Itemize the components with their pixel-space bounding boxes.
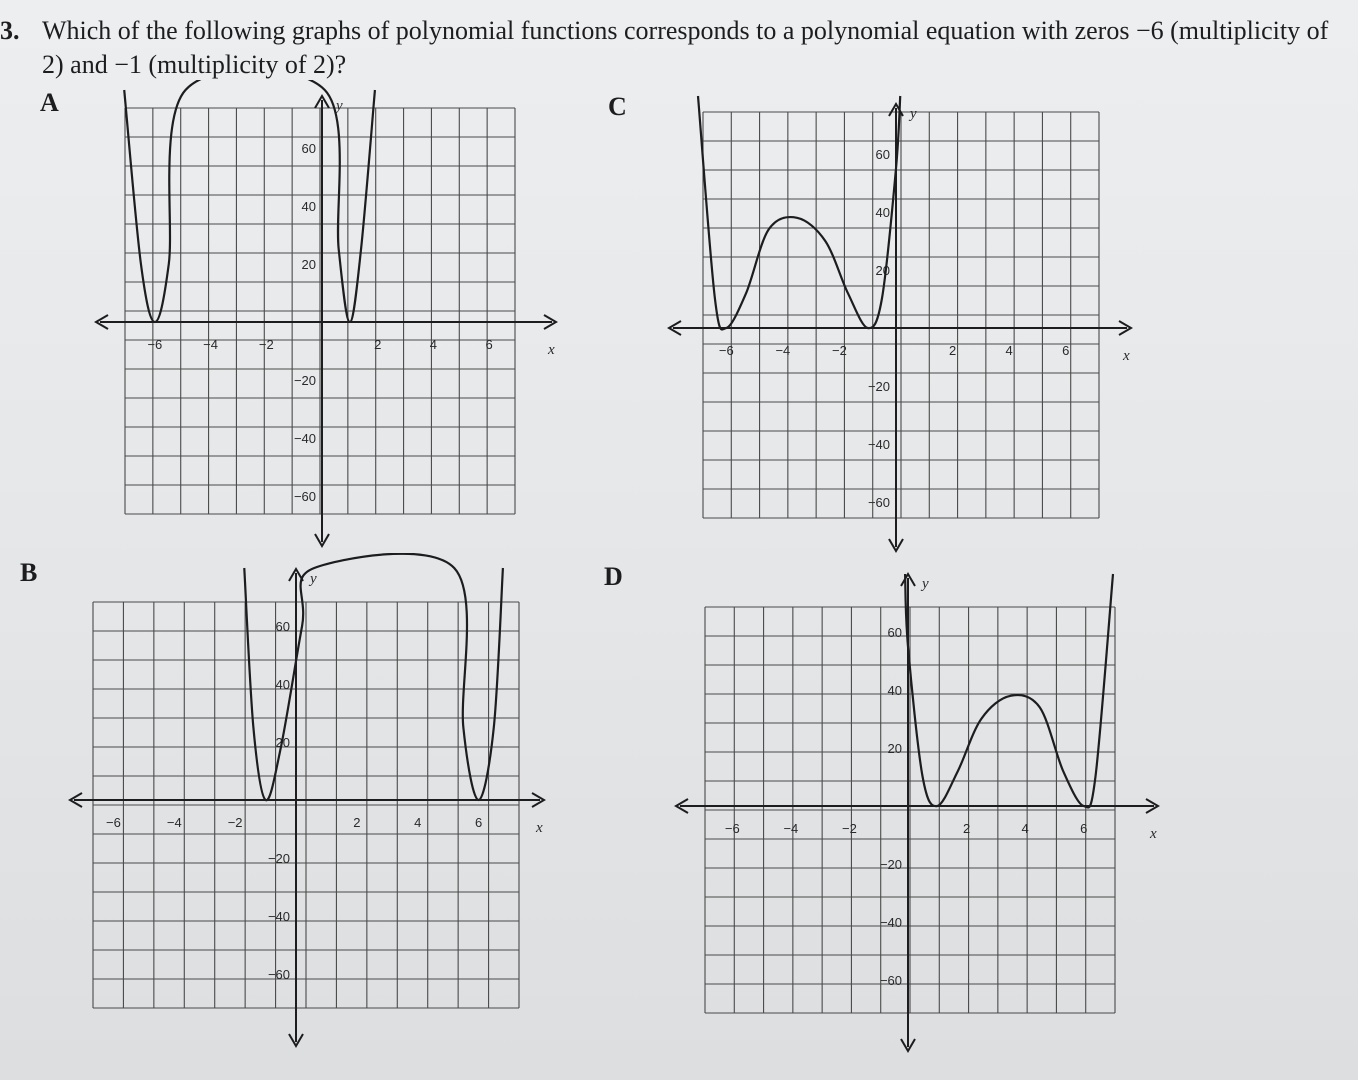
- y-tick-label: −20: [293, 373, 316, 388]
- y-tick-label: −40: [293, 431, 316, 446]
- x-tick-label: −2: [227, 815, 243, 830]
- x-tick-label: −4: [783, 821, 799, 836]
- y-tick-label: −20: [879, 857, 902, 872]
- x-tick-label: 6: [474, 815, 483, 830]
- y-axis-label: y: [922, 576, 929, 592]
- question-number: 3.: [0, 16, 20, 45]
- x-tick-label: −2: [842, 821, 857, 836]
- y-tick-label: 20: [301, 257, 316, 272]
- x-tick-label: 2: [948, 343, 957, 358]
- x-tick-label: −6: [147, 337, 163, 352]
- y-tick-label: −60: [293, 489, 316, 504]
- x-tick-label: −6: [724, 821, 740, 836]
- y-tick-label: 40: [301, 199, 316, 214]
- x-axis-label: x: [1150, 826, 1157, 842]
- y-tick-label: 40: [875, 205, 890, 220]
- choice-label-a[interactable]: A: [40, 88, 59, 117]
- y-tick-label: −20: [867, 379, 890, 394]
- y-tick-label: 40: [887, 683, 902, 698]
- x-tick-label: 2: [374, 337, 382, 352]
- x-tick-label: −6: [718, 343, 734, 358]
- x-tick-label: 4: [414, 815, 422, 830]
- y-tick-label: −40: [867, 437, 890, 452]
- question-text: Which of the following graphs of polynomial functions corresponds to a polynomial equation with zeros −6 (multiplicity of 2) and −1 (multiplicity of 2)?: [42, 16, 1329, 79]
- y-tick-label: 60: [301, 141, 316, 156]
- x-tick-label: 4: [429, 337, 438, 352]
- choice-label-d[interactable]: D: [604, 562, 623, 591]
- x-tick-label: 2: [962, 821, 971, 836]
- x-tick-label: −4: [166, 815, 182, 830]
- y-tick-label: 20: [875, 263, 890, 278]
- x-tick-label: −6: [106, 815, 121, 830]
- x-axis-label: x: [548, 342, 555, 358]
- choice-label-b[interactable]: B: [20, 558, 38, 587]
- y-axis-label: y: [910, 106, 917, 122]
- y-tick-label: 20: [887, 741, 902, 756]
- y-tick-label: 40: [275, 677, 290, 692]
- x-axis-label: x: [1123, 348, 1130, 364]
- y-tick-label: 60: [275, 619, 290, 634]
- y-axis-label: y: [310, 571, 317, 587]
- y-tick-label: −60: [867, 495, 890, 510]
- x-tick-label: 4: [1021, 821, 1029, 836]
- y-tick-label: −40: [879, 915, 902, 930]
- y-tick-label: 60: [887, 625, 902, 640]
- x-tick-label: 6: [485, 337, 493, 352]
- polynomial-curve: [905, 574, 1113, 808]
- x-tick-label: 4: [1005, 343, 1013, 358]
- y-tick-label: −60: [267, 967, 290, 982]
- x-tick-label: −2: [832, 343, 847, 358]
- x-tick-label: −4: [203, 337, 218, 352]
- x-axis-label: x: [536, 820, 543, 836]
- y-axis-label: y: [336, 98, 343, 114]
- x-tick-label: 2: [353, 815, 361, 830]
- y-tick-label: −60: [879, 973, 902, 988]
- x-tick-label: −2: [258, 337, 274, 352]
- choice-label-c[interactable]: C: [608, 92, 627, 121]
- x-tick-label: 6: [1062, 343, 1070, 358]
- y-tick-label: 60: [875, 147, 890, 162]
- x-tick-label: −4: [775, 343, 791, 358]
- y-tick-label: 20: [275, 735, 290, 750]
- y-tick-label: −40: [267, 909, 290, 924]
- y-tick-label: −20: [267, 851, 290, 866]
- x-tick-label: 6: [1080, 821, 1088, 836]
